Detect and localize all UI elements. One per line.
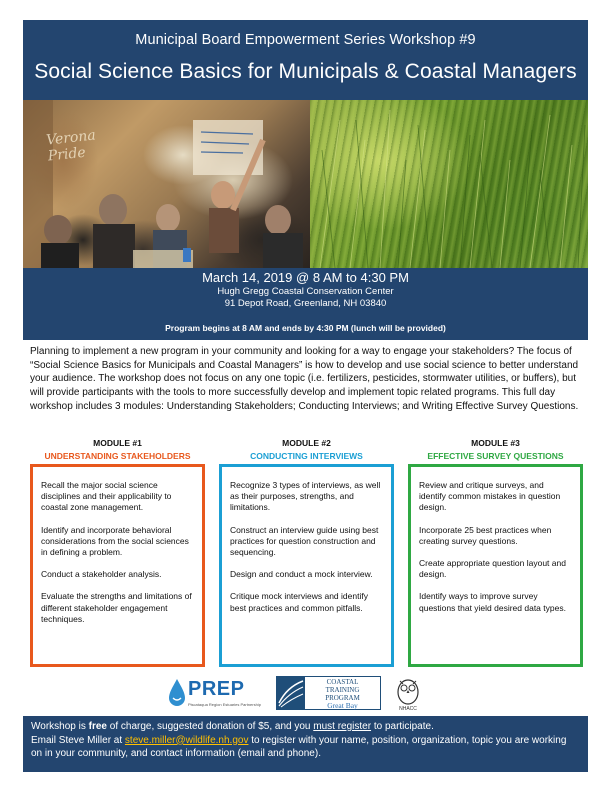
event-venue: Hugh Gregg Coastal Conservation Center [217,286,394,297]
nhacc-logo-text: NHACC [399,706,417,712]
module-2-objective: Design and conduct a mock interview. [230,569,373,580]
module-3-objective: Create appropriate question layout and design. [419,558,566,580]
module-1-number: MODULE #1 [93,438,142,448]
ctp-line-2: TRAINING [325,685,360,694]
event-address: 91 Depot Road, Greenland, NH 03840 [224,298,387,309]
ctp-line-3: PROGRAM [325,693,360,702]
series-title: Municipal Board Empowerment Series Workshop #9 [135,32,476,48]
ctp-wave-icon [277,677,305,709]
footer-text: Workshop is [31,721,89,732]
module-1-objective: Evaluate the strengths and limitations of different stakeholder engagement techniques. [41,591,192,624]
prep-logo-tagline: Piscataqua Region Estuaries Partnership [188,702,261,707]
module-3-box [408,464,583,667]
ctp-logo-text [305,677,380,709]
ctp-line-1: COASTAL [326,678,359,686]
page-title: Social Science Basics for Municipals & Coastal Managers [34,60,577,83]
grass-texture-illustration [310,100,588,268]
module-1-objective: Identify and incorporate behavioral considerations from the social sciences in defining a problem. [41,524,189,558]
email-link[interactable]: steve.miller@wildlife.nh.gov [124,734,249,746]
module-3-objective: Incorporate 25 best practices when creating survey questions. [419,524,552,546]
module-2-objective: Recognize 3 types of interviews, as well as their purposes, strengths, and limitations. [230,480,381,513]
wall-sign-text: Verona Pride [45,127,97,165]
module-3-topic: EFFECTIVE SURVEY QUESTIONS [427,451,564,461]
event-date: March 14, 2019 @ 8 AM to 4:30 PM [202,270,409,285]
footer-text: to register with your name, position, organization, topic you are working on in your community, and contact information (email and phone). [31,734,567,760]
module-1-header [30,437,205,463]
prep-logo [168,678,268,710]
photo-row [23,100,588,268]
module-3-header [408,437,583,463]
module-3-objective: Identify ways to improve survey questions that yield desired data types. [419,591,566,613]
module-2-box [219,464,394,667]
partner-logos [0,672,612,720]
header-band [23,20,588,100]
footer-line-1 [31,720,580,734]
program-note: Program begins at 8 AM and ends by 4:30 PM (lunch will be provided) [165,323,446,333]
owl-icon [393,674,423,706]
module-1-objective: Recall the major social science disciplines and their applicability to coastal zone management. [41,480,172,513]
water-drop-icon [168,678,186,708]
intro-paragraph: Planning to implement a new program in your community and looking for a way to engage your stakeholders? The focus of “Social Science Basics for Municipals and Coastal Managers” is how to develop and use social science to better understand your audience. The workshop does not focus on any one topic (i.e. fertilizers, pesticides, stormwater utilities, or buffers), but will provide participants with the tools to more successfully develop and implement topic related programs. This full day workshop includes 3 modules: Understanding Stakeholders; Conducting Interviews; and Writing Effective Survey Questions. [30,346,579,412]
workshop-photo [23,100,310,268]
ctp-wave-graphic [277,677,305,708]
module-3-objective: Review and critique surveys, and identify common mistakes in question design. [419,480,561,513]
module-1-objective: Conduct a stakeholder analysis. [41,569,162,580]
coastal-training-program-logo [276,676,381,710]
module-2-topic: CONDUCTING INTERVIEWS [250,451,363,461]
ctp-line-4: Great Bay [327,701,358,711]
footer-text: to participate. [371,721,434,732]
must-register-emphasis: must register [313,721,372,732]
module-3-number: MODULE #3 [471,438,520,448]
module-1-topic: UNDERSTANDING STAKEHOLDERS [44,451,191,461]
workshop-scene-illustration [23,100,310,268]
module-2-number: MODULE #2 [282,438,331,448]
footer-text: Email Steve Miller at [31,734,125,746]
footer-text: of charge, suggested donation of $5, and you [106,721,314,732]
grass-photo [310,100,588,268]
module-2-header [219,437,394,463]
registration-footer [23,716,588,772]
module-2-objective: Critique mock interviews and identify best practices and common pitfalls. [230,591,368,613]
free-emphasis: free [88,721,107,732]
module-2-objective: Construct an interview guide using best practices for question construction and sequencing. [230,524,379,558]
module-1-box [30,464,205,667]
prep-logo-text: PREP [188,678,245,700]
nhacc-logo [393,674,423,714]
event-details-band [23,268,588,340]
footer-line-2 [31,734,580,761]
